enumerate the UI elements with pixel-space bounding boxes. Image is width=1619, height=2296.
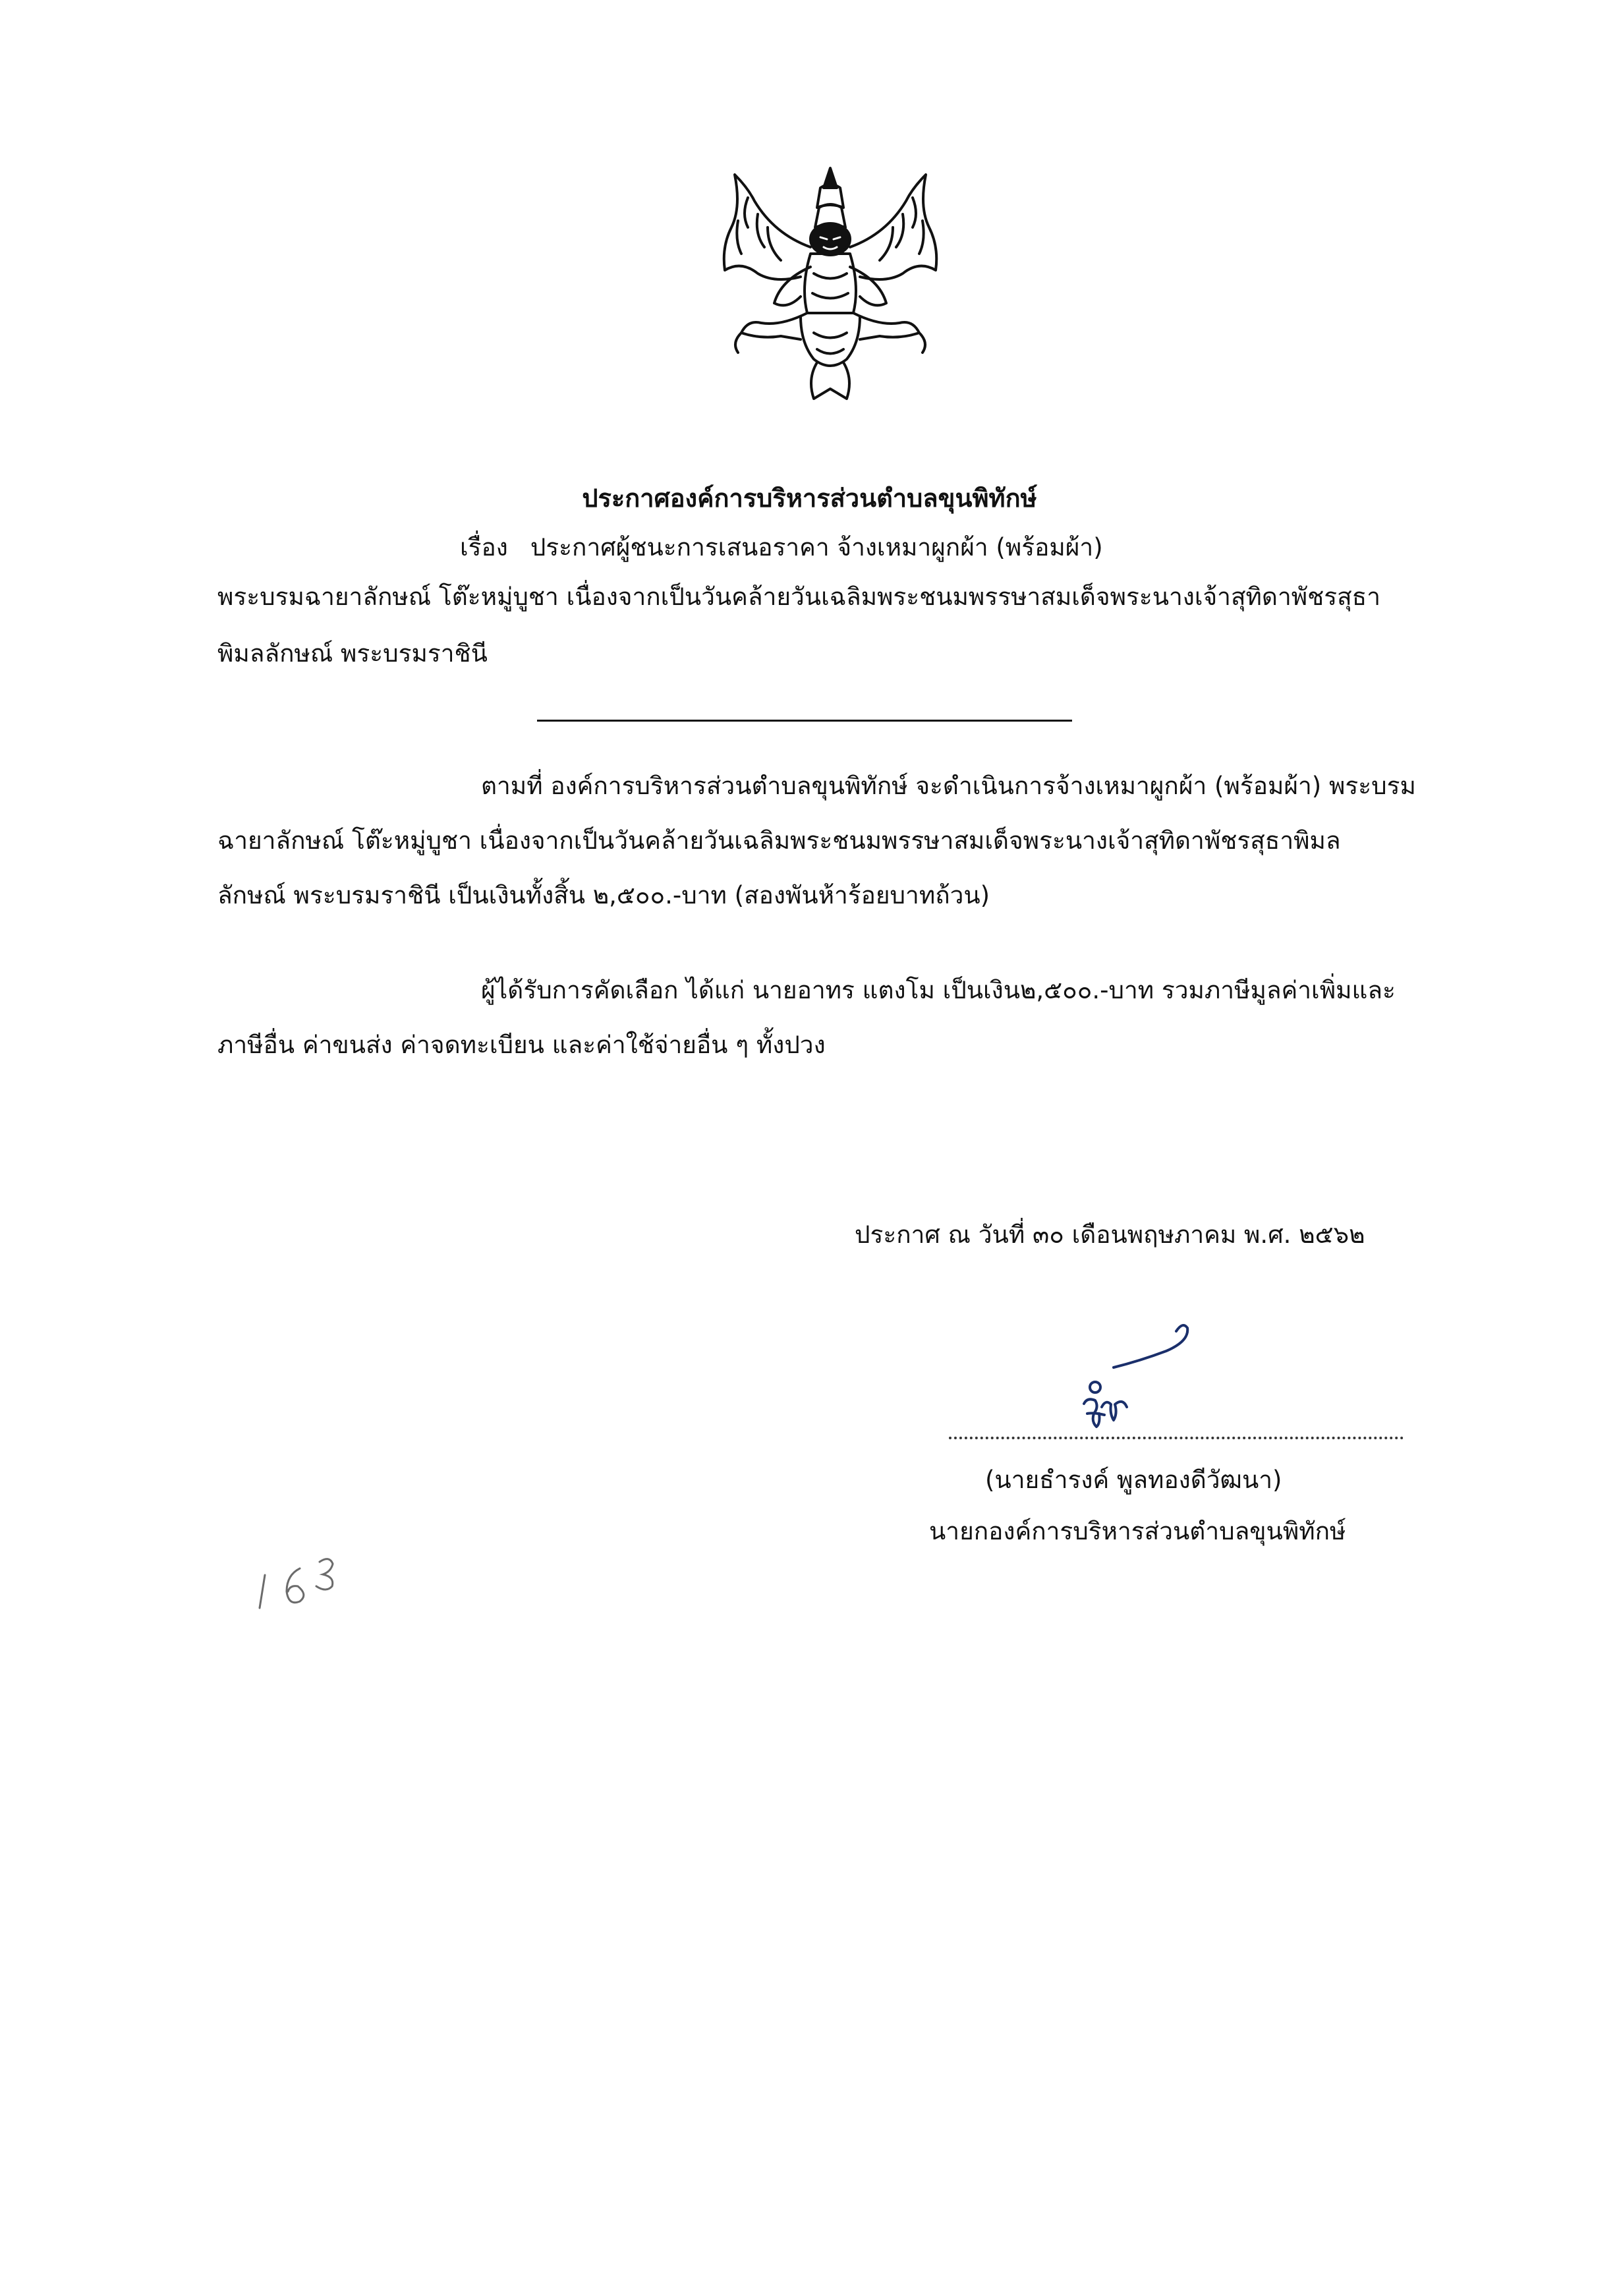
subject-text: ประกาศผู้ชนะการเสนอราคา จ้างเหมาผูกผ้า (พร้อมผ้า) bbox=[530, 533, 1103, 561]
signer-title: นายกองค์การบริหารส่วนตำบลขุนพิทักษ์ bbox=[929, 1517, 1346, 1545]
announcement-date: ประกาศ ณ วันที่ ๓๐ เดือนพฤษภาคม พ.ศ. ๒๕๖๒ bbox=[855, 1220, 1365, 1249]
subject-line bbox=[460, 531, 1103, 565]
body-paragraph-line: ฉายาลักษณ์ โต๊ะหมู่บูชา เนื่องจากเป็นวันคล้ายวันเฉลิมพระชนมพรรษาสมเด็จพระนางเจ้าสุทิดาพัชรสุธาพิมล bbox=[217, 826, 1341, 855]
handwritten-note bbox=[250, 1545, 356, 1618]
signer-name: (นายธำรงค์ พูลทองดีวัฒนา) bbox=[985, 1466, 1282, 1494]
body-paragraph-line: ผู้ได้รับการคัดเลือก ได้แก่ นายอาทร แตงโม เป็นเงิน๒,๕๐๐.-บาท รวมภาษีมูลค่าเพิ่มและ bbox=[481, 976, 1396, 1004]
body-paragraph-line: ตามที่ องค์การบริหารส่วนตำบลขุนพิทักษ์ จะดำเนินการจ้างเหมาผูกผ้า (พร้อมผ้า) พระบรม bbox=[481, 772, 1416, 800]
subject-label: เรื่อง bbox=[460, 533, 508, 561]
subject-continuation: พิมลลักษณ์ พระบรมราชินี bbox=[217, 639, 488, 668]
body-paragraph-line: ลักษณ์ พระบรมราชินี เป็นเงินทั้งสิ้น ๒,๕๐๐.-บาท (สองพันห้าร้อยบาทถ้วน) bbox=[217, 881, 990, 909]
document-title: ประกาศองค์การบริหารส่วนตำบลขุนพิทักษ์ bbox=[582, 484, 1037, 513]
subject-continuation: พระบรมฉายาลักษณ์ โต๊ะหมู่บูชา เนื่องจากเป็นวันคล้ายวันเฉลิมพระชนมพรรษาสมเด็จพระนางเจ้าสุทิดาพัชรสุธา bbox=[217, 583, 1381, 611]
body-paragraph-line: ภาษีอื่น ค่าขนส่ง ค่าจดทะเบียน และค่าใช้จ่ายอื่น ๆ ทั้งปวง bbox=[217, 1031, 826, 1059]
divider-line bbox=[537, 720, 1072, 722]
garuda-emblem-icon bbox=[702, 161, 959, 409]
signature-icon bbox=[1067, 1315, 1272, 1447]
signature-dotted-line bbox=[949, 1437, 1404, 1439]
